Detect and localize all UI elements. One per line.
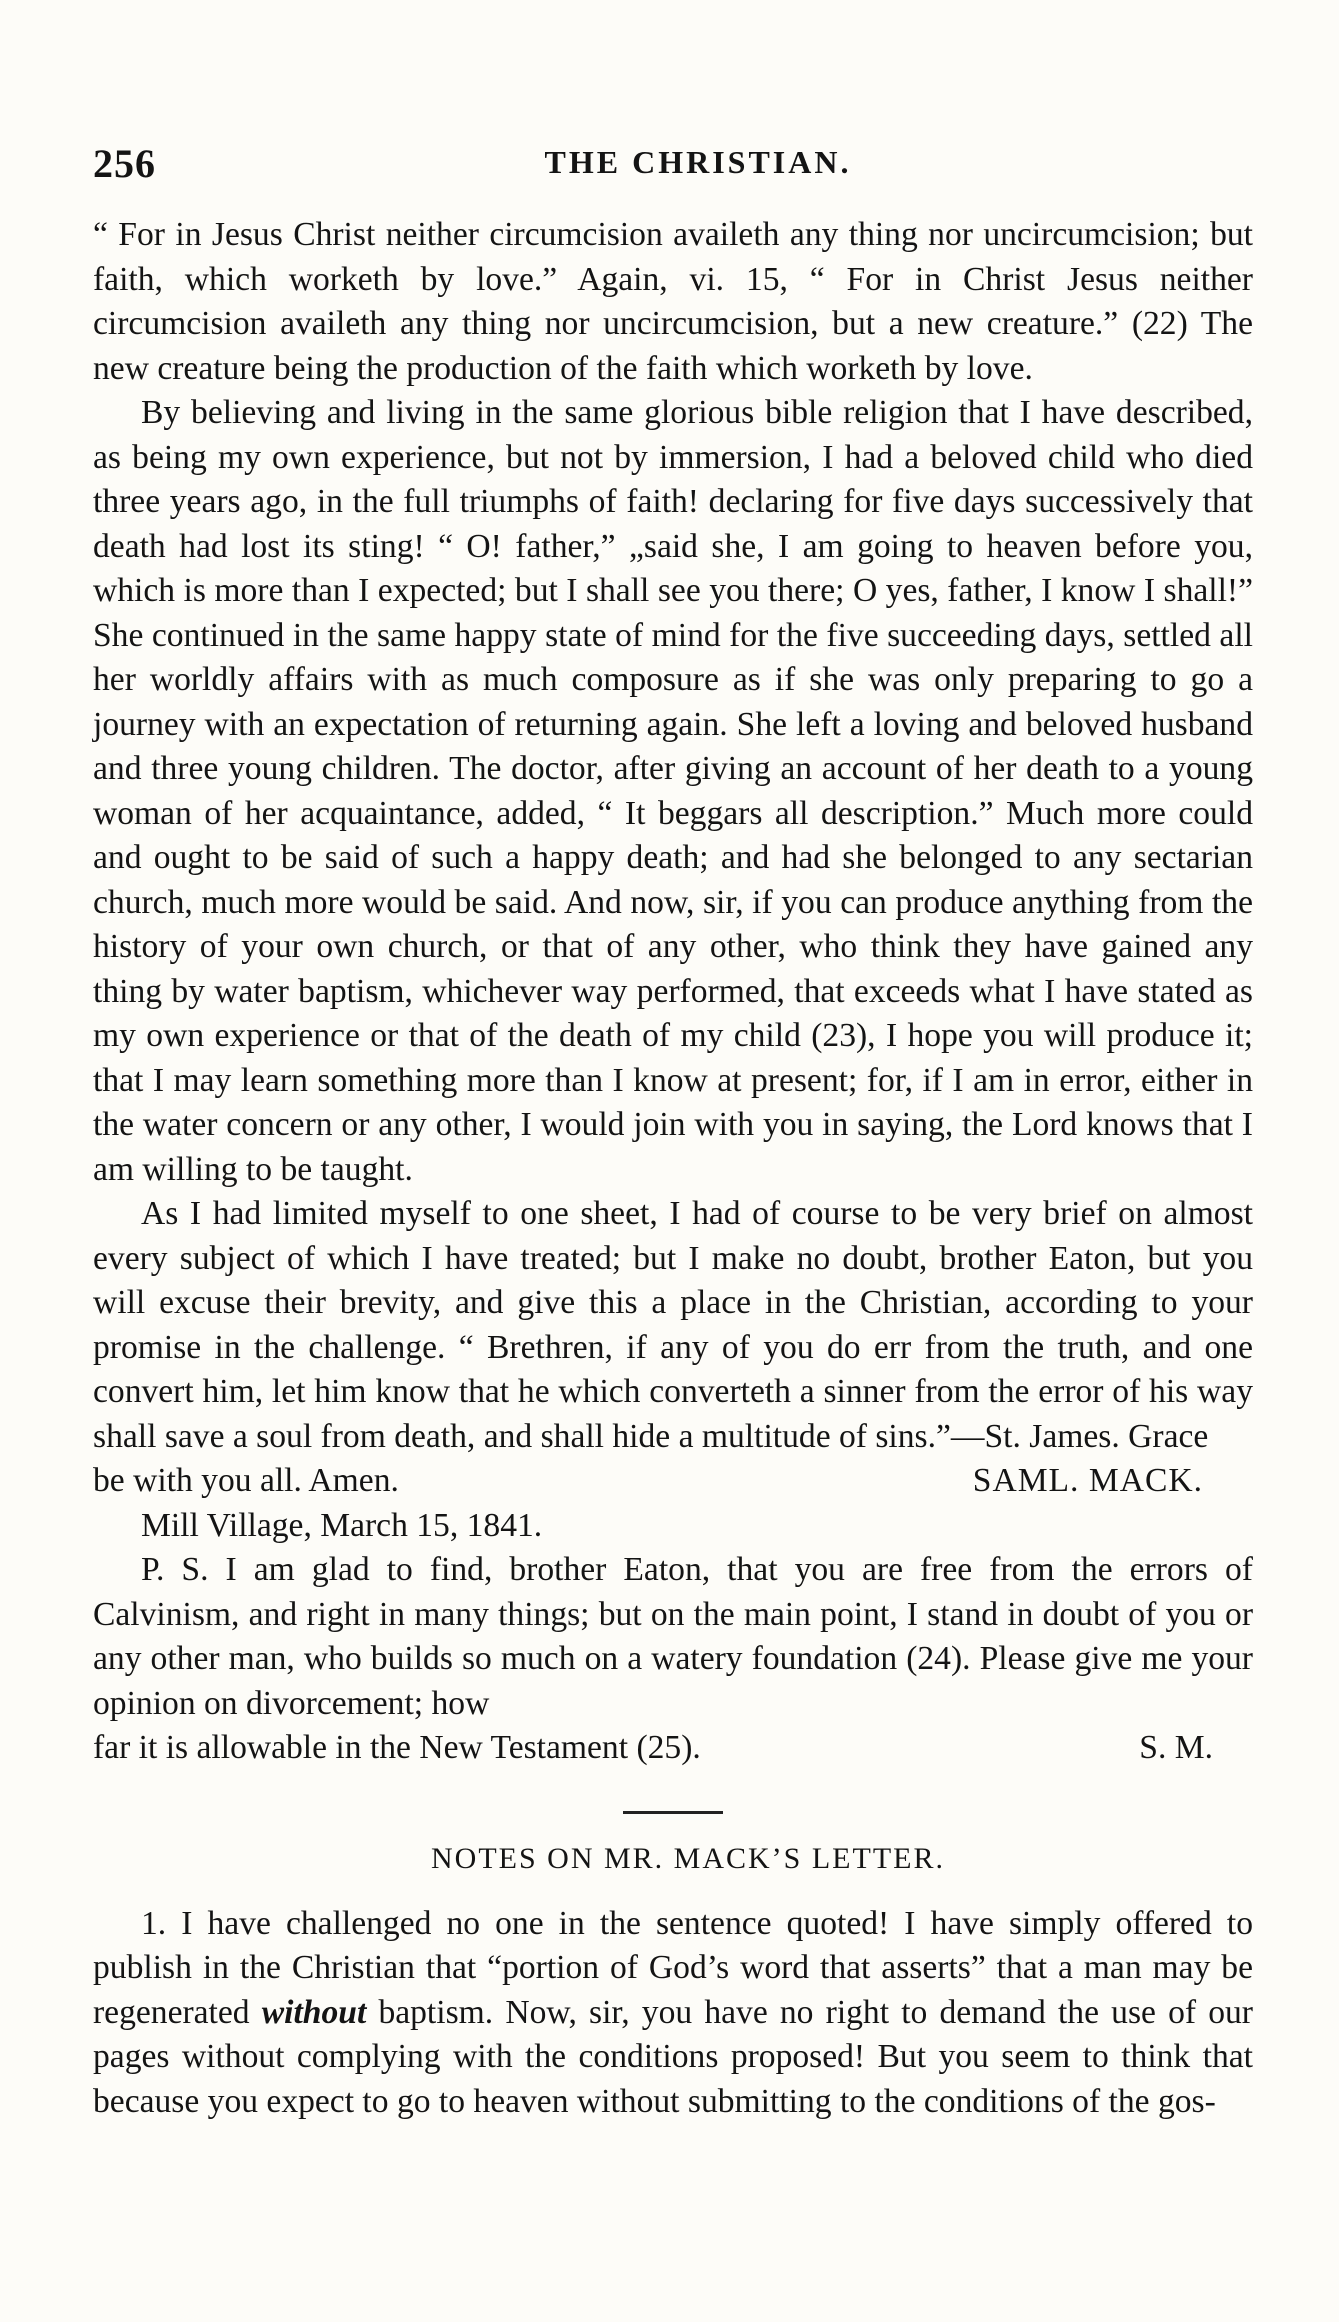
- note-1-text-start: 1. I have challenged no one in the sentence quoted! I have simply offered to publish in the Christian that “portion of God’s word that asserts” that a man may be regenerated: [93, 1904, 1253, 2031]
- signature-line: [93, 1459, 1253, 1504]
- paragraph-closing-appeal: As I had limited myself to one sheet, I had of course to be very brief on almost every subject of which I have treated; but I make no doubt, brother Eaton, but you will excuse their brevity, and give this a place in the Christian, according to your promise in the challenge. “ Brethren, if any of you do err from the truth, and one convert him, let him know that he which converteth a sinner from the error of his way shall save a soul from death, and shall hide a multitude of sins.”—St. James. Grace: [93, 1195, 1253, 1455]
- closing-salutation: be with you all. Amen.: [93, 1462, 399, 1499]
- postscript-final-line: [93, 1726, 1253, 1771]
- postscript-end: far it is allowable in the New Testament (25).: [93, 1729, 701, 1766]
- body-text: [93, 213, 1253, 2124]
- page-number: 256: [93, 141, 156, 186]
- note-1: [93, 1902, 1253, 2125]
- note-1-text-end: baptism. Now, sir, you have no right to demand the use of our pages without complying with the conditions proposed! But you seem to think that because you expect to go to heaven without submitting to the conditions of the gos-: [93, 1993, 1253, 2120]
- section-divider: [623, 1811, 723, 1814]
- page-header: [93, 140, 1273, 200]
- note-1-emphasis: without: [261, 1993, 367, 2031]
- paragraph-child-testimony: By believing and living in the same glorious bible religion that I have described, as being my own experience, but not by immersion, I had a beloved child who died three years ago, in the full triumphs of faith! declaring for five days successively that death had lost its sting! “ O! father,” „said she, I am going to heaven before you, which is more than I expected; but I shall see you there; O yes, father, I know I shall!” She continued in the same happy state of mind for the five succeeding days, settled all her worldly affairs with as much composure as if she was only preparing to go a journey with an expectation of returning again. She left a loving and beloved husband and three young children. The doctor, after giving an account of her death to a young woman of her acquaintance, added, “ It beggars all description.” Much more could and ought to be said of such a happy death; and had she belonged to any sectarian church, much more would be said. And now, sir, if you can produce anything from the history of your own church, or that of any other, who think they have gained any thing by water baptism, whichever way performed, that exceeds what I have stated as my own experience or that of the death of my child (23), I hope you will produce it; that I may learn something more than I know at present; for, if I am in error, either in the water concern or any other, I would join with you in saying, the Lord knows that I am willing to be taught.: [93, 394, 1253, 1188]
- signature: SAML. MACK.: [972, 1462, 1203, 1499]
- postscript-initials: S. M.: [1139, 1729, 1213, 1766]
- paragraph-scripture-quote: “ For in Jesus Christ neither circumcision availeth any thing nor uncircumcision; but faith, which worketh by love.” Again, vi. 15, “ For in Christ Jesus neither circumcision availeth any thing nor uncircumcision, but a new creature.” (22) The new creature being the production of the faith which worketh by love.: [93, 216, 1253, 387]
- running-head: THE CHRISTIAN.: [544, 144, 852, 180]
- postscript: P. S. I am glad to find, brother Eaton, that you are free from the errors of Calvinism, and right in many things; but on the main point, I stand in doubt of you or any other man, who builds so much on a watery foundation (24). Please give me your opinion on divorcement; how: [93, 1551, 1253, 1722]
- notes-heading: NOTES ON MR. MACK’S LETTER.: [430, 1841, 945, 1875]
- place-date-line: Mill Village, March 15, 1841.: [141, 1506, 543, 1544]
